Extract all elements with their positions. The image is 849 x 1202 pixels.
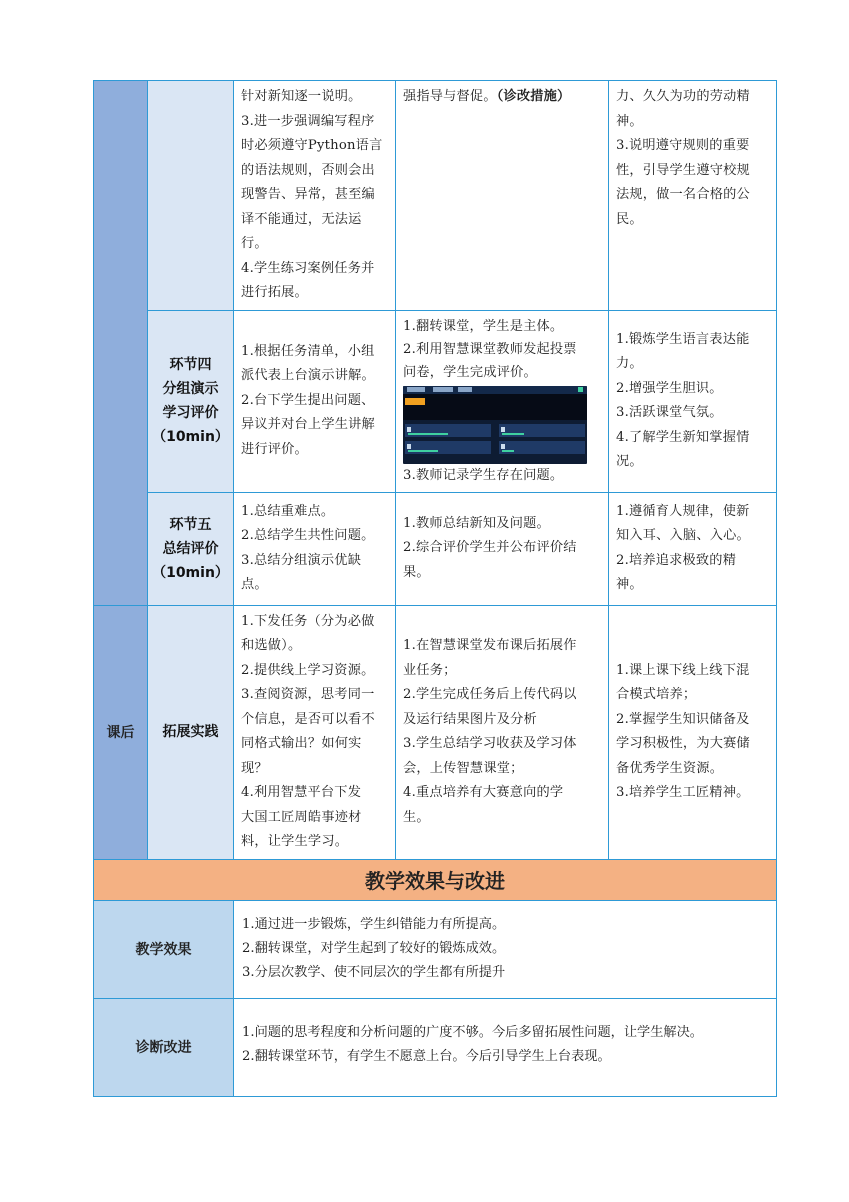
student-activity-cell: 1.总结重难点。 2.总结学生共性问题。 3.总结分组演示优缺 点。: [234, 492, 396, 605]
teaching-effect-content: 1.通过进一步锻炼，学生纠错能力有所提高。 2.翻转课堂，对学生起到了较好的锻炼成效。 3.分层次教学、使不同层次的学生都有所提升: [234, 900, 777, 998]
table-row: [94, 900, 777, 998]
student-activity-cell: 针对新知逐一说明。 3.进一步强调编写程序 时必须遵守Python语言 的语法规则，否则会出 现警告、异常，甚至编 译不能通过，无法运 行。 4.学生练习案例任务并 进行拓展。: [234, 81, 396, 311]
stage-after-class-label: 课后: [94, 605, 148, 859]
phase-5-label: 环节五 总结评价 （10min）: [148, 492, 234, 605]
diagnosis-content: 1.问题的思考程度和分析问题的广度不够。今后多留拓展性问题，让学生解决。 2.翻转课堂环节，有学生不愿意上台。今后引导学生上台表现。: [234, 998, 777, 1096]
table-row: [94, 998, 777, 1096]
teacher-activity-cell: 1.在智慧课堂发布课后拓展作 业任务； 2.学生完成任务后上传代码以 及运行结果图片及分析 3.学生总结学习收获及学习体 会，上传智慧课堂； 4.重点培养有大赛意向的学 生。: [396, 605, 609, 859]
teacher-activity-cell: 强指导与督促。（诊改措施）: [396, 81, 609, 311]
diagnosis-label: 诊断改进: [94, 998, 234, 1096]
student-activity-cell: 1.根据任务清单，小组 派代表上台演示讲解。 2.台下学生提出问题、 异议并对台上学生讲解 进行评价。: [234, 310, 396, 492]
diagnosis-measure-label: （诊改措施）: [496, 89, 571, 104]
teaching-effect-label: 教学效果: [94, 900, 234, 998]
phase-cell-continued: [148, 81, 234, 311]
teacher-activity-cell: 1.教师总结新知及问题。 2.综合评价学生并公布评价结 果。: [396, 492, 609, 605]
phase-extension-label: 拓展实践: [148, 605, 234, 859]
phase-4-label: 环节四 分组演示 学习评价 （10min）: [148, 310, 234, 492]
table-row: [94, 310, 777, 492]
stage-cell-in-class: [94, 81, 148, 606]
teacher-activity-cell: 1.翻转课堂，学生是主体。 2.利用智慧课堂教师发起投票 问卷，学生完成评价。 3.教师记录学生存在问题。: [396, 310, 609, 492]
table-row: [94, 605, 777, 859]
design-intent-cell: 1.锻炼学生语言表达能 力。 2.增强学生胆识。 3.活跃课堂气氛。 4.了解学生新知掌握情 况。: [609, 310, 777, 492]
section-title: 教学效果与改进: [94, 859, 777, 900]
design-intent-cell: 力、久久为功的劳动精 神。 3.说明遵守规则的重要 性，引导学生遵守校规 法规，做一名合格的公 民。: [609, 81, 777, 311]
table-row: [94, 81, 777, 311]
lesson-plan-table: [93, 80, 777, 1097]
voting-results-screenshot: [403, 386, 587, 464]
design-intent-cell: 1.遵循育人规律，使新 知入耳、入脑、入心。 2.培养追求极致的精 神。: [609, 492, 777, 605]
design-intent-cell: 1.课上课下线上线下混 合模式培养； 2.掌握学生知识储备及 学习积极性，为大赛储 备优秀学生资源。 3.培养学生工匠精神。: [609, 605, 777, 859]
table-row: [94, 859, 777, 900]
table-row: [94, 492, 777, 605]
student-activity-cell: 1.下发任务（分为必做 和选做）。 2.提供线上学习资源。 3.查阅资源，思考同一 个信息，是否可以看不 同格式输出？如何实 现？ 4.利用智慧平台下发 大国工匠周皓事迹材 料，让学生学习。: [234, 605, 396, 859]
